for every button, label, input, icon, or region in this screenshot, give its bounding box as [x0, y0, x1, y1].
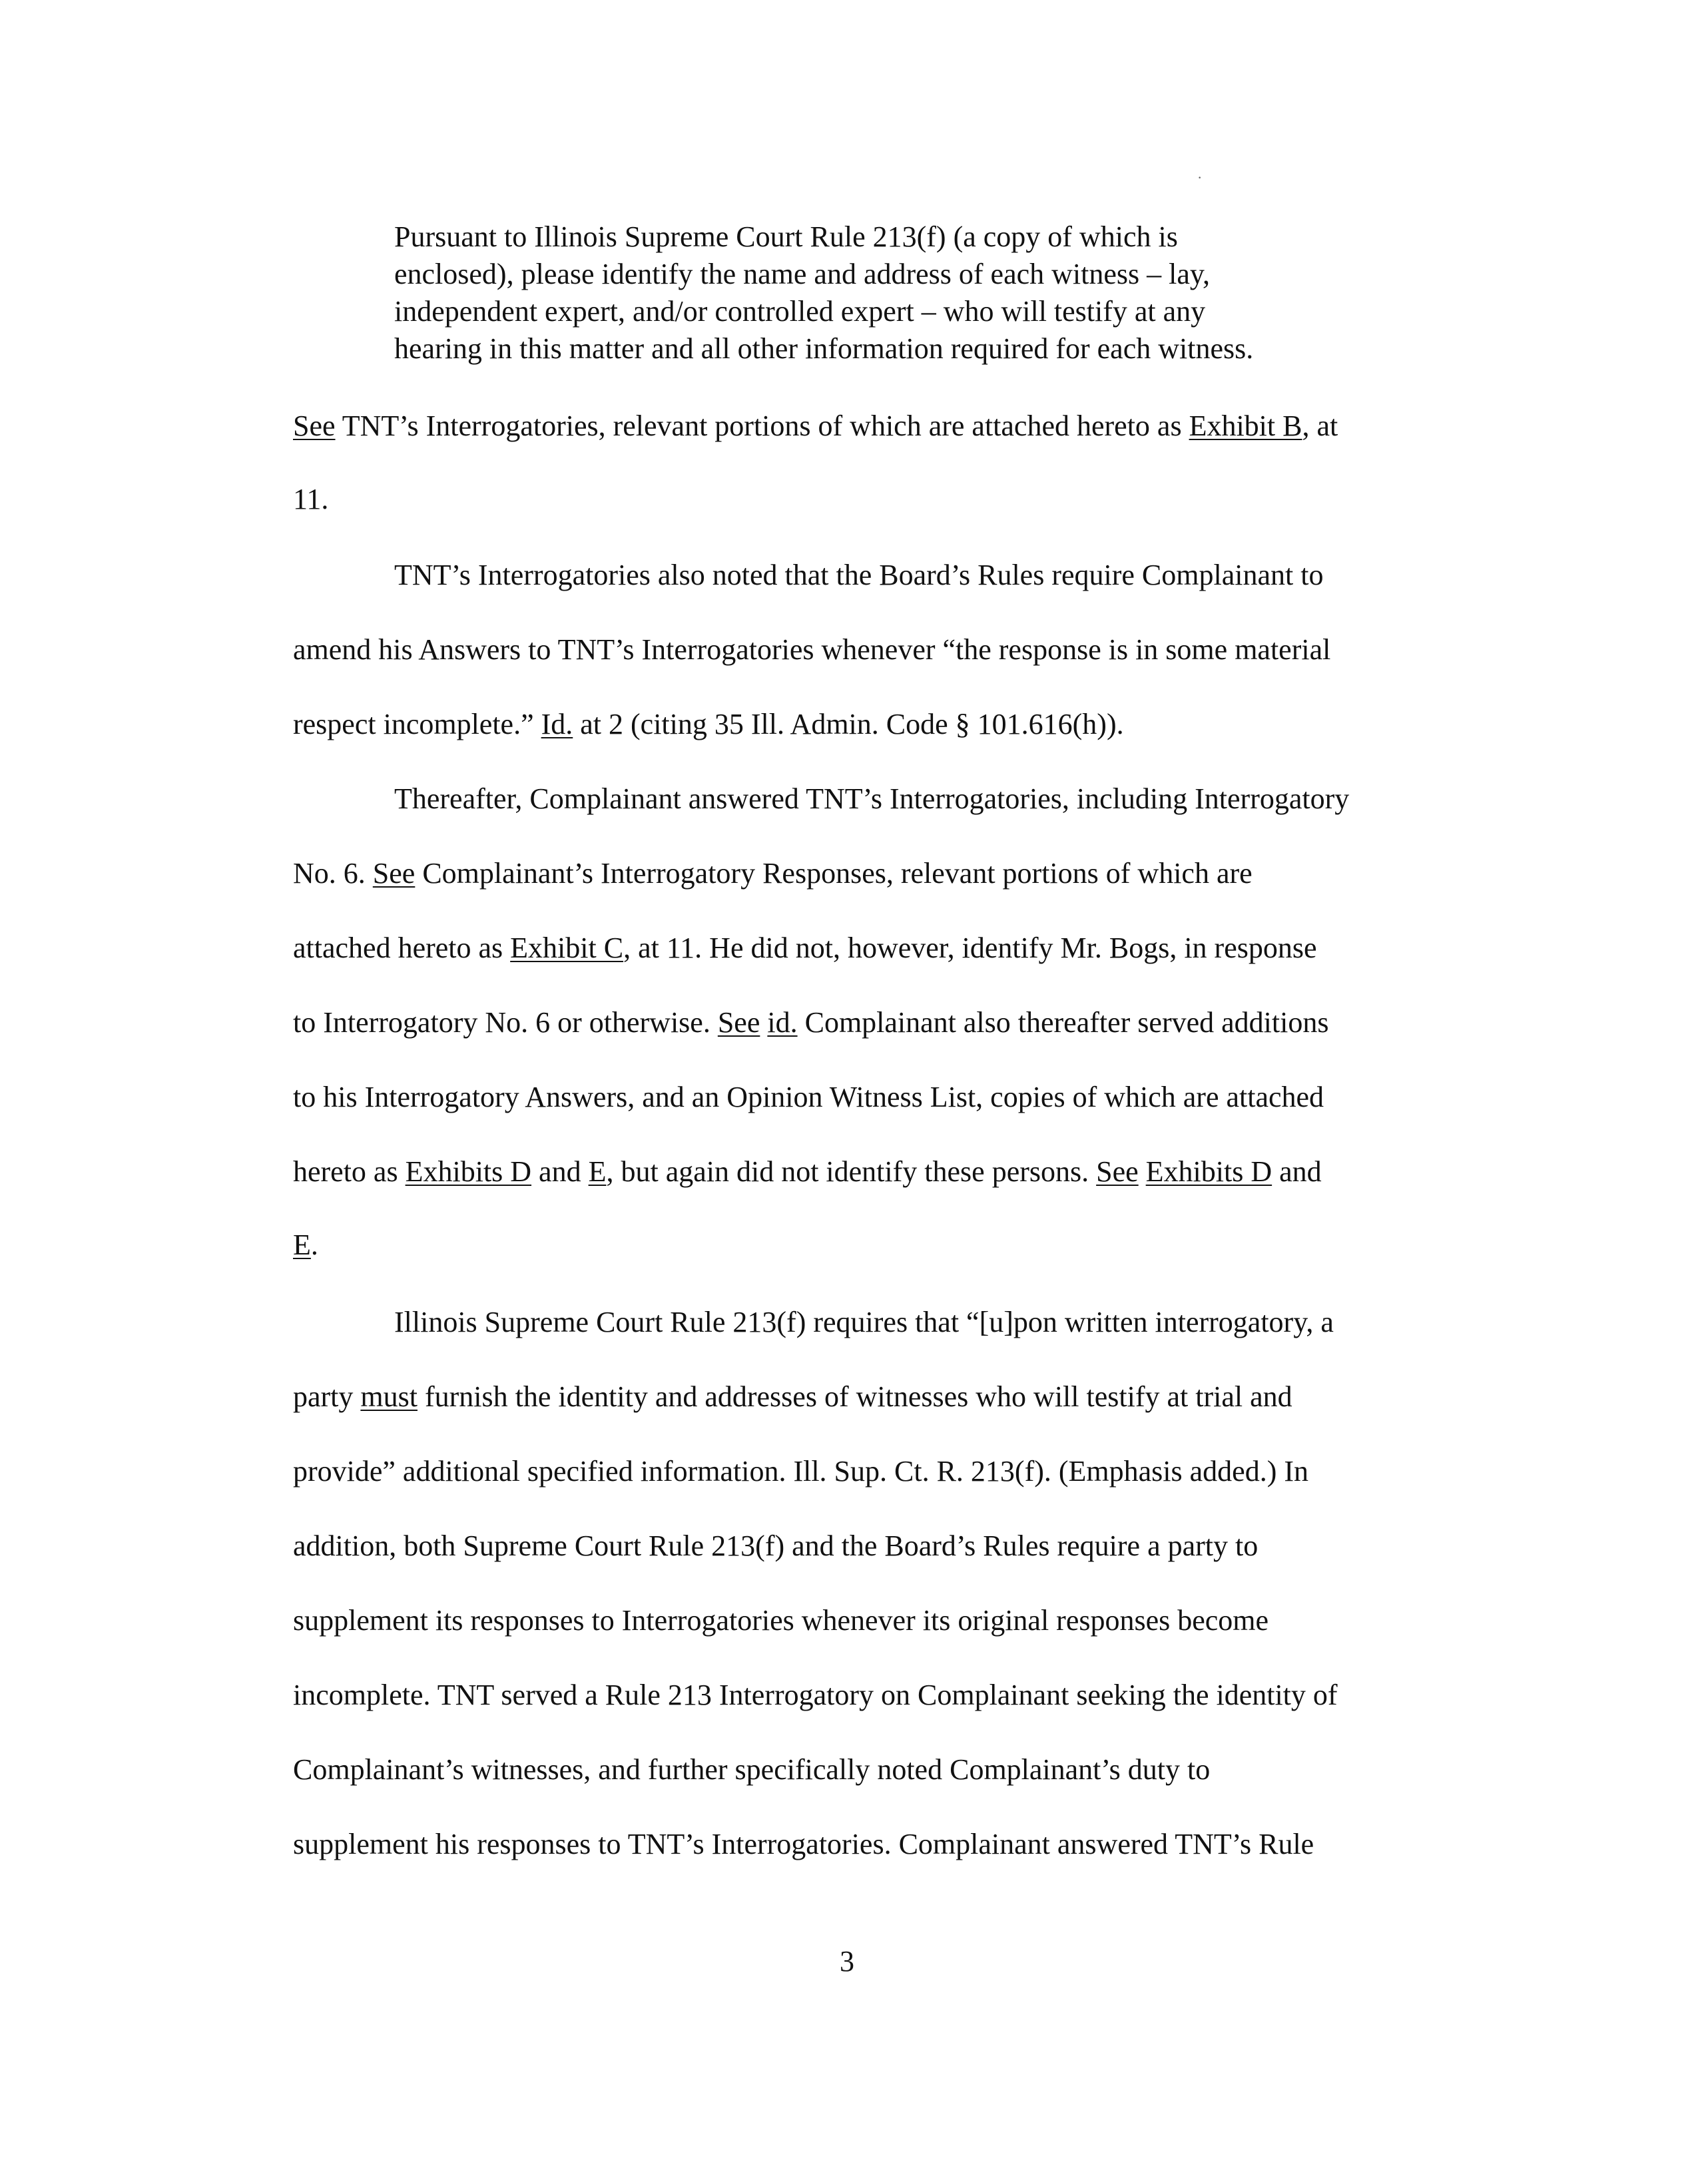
citation-signal: See [293, 410, 336, 442]
body-line: addition, both Supreme Court Rule 213(f) and the Board’s Rules require a party to [293, 1529, 1259, 1562]
body-line: party must furnish the identity and addresses of witnesses who will testify at trial and [293, 1380, 1292, 1413]
body-line: hereto as Exhibits D and E, but again did not identify these persons. See Exhibits D and [293, 1155, 1322, 1188]
body-line: No. 6. See Complainant’s Interrogatory Responses, relevant portions of which are [293, 857, 1253, 890]
citation-signal: Id. [541, 708, 573, 740]
quote-line: independent expert, and/or controlled expert – who will testify at any [394, 295, 1206, 328]
body-line: Complainant’s witnesses, and further specifically noted Complainant’s duty to [293, 1753, 1211, 1786]
citation-signal: id. [767, 1006, 798, 1039]
body-line: to Interrogatory No. 6 or otherwise. See id. Complainant also thereafter served additions [293, 1006, 1329, 1039]
quote-line: Pursuant to Illinois Supreme Court Rule 213(f) (a copy of which is [394, 220, 1178, 253]
body-line: 11. [293, 483, 329, 515]
exhibit-reference: E [588, 1155, 607, 1188]
body-line: respect incomplete.” Id. at 2 (citing 35 Ill. Admin. Code § 101.616(h)). [293, 708, 1124, 740]
body-line: amend his Answers to TNT’s Interrogatories whenever “the response is in some material [293, 633, 1331, 666]
body-line: to his Interrogatory Answers, and an Opinion Witness List, copies of which are attached [293, 1081, 1324, 1113]
body-line: incomplete. TNT served a Rule 213 Interrogatory on Complainant seeking the identity of [293, 1679, 1338, 1711]
body-line: See TNT’s Interrogatories, relevant portions of which are attached hereto as Exhibit B, at [293, 410, 1338, 442]
exhibit-reference: Exhibit B [1189, 410, 1302, 442]
exhibit-reference: Exhibit C [510, 932, 624, 964]
citation-signal: See [372, 857, 416, 890]
body-line: attached hereto as Exhibit C, at 11. He did not, however, identify Mr. Bogs, in response [293, 932, 1317, 964]
citation-signal: See [1096, 1155, 1139, 1188]
body-line: TNT’s Interrogatories also noted that the Board’s Rules require Complainant to [394, 559, 1324, 591]
exhibit-reference: Exhibits D [1145, 1155, 1272, 1188]
citation-signal: See [717, 1006, 760, 1039]
quote-line: hearing in this matter and all other information required for each witness. [394, 332, 1254, 365]
block-quote [394, 218, 1420, 368]
body-line: provide” additional specified information. Ill. Sup. Ct. R. 213(f). (Emphasis added.) In [293, 1455, 1309, 1488]
exhibit-reference: Exhibits D [405, 1155, 532, 1188]
body-line: E. [293, 1228, 318, 1261]
body-line: supplement its responses to Interrogatories whenever its original responses become [293, 1604, 1269, 1637]
body-line: Thereafter, Complainant answered TNT’s Interrogatories, including Interrogatory [394, 782, 1350, 815]
body-line: supplement his responses to TNT’s Interrogatories. Complainant answered TNT’s Rule [293, 1828, 1314, 1860]
exhibit-reference: E [293, 1228, 311, 1261]
scan-artifact: · [1197, 169, 1203, 186]
emphasis-word: must [360, 1380, 418, 1413]
page-number: 3 [840, 1945, 854, 1978]
quote-line: enclosed), please identify the name and address of each witness – lay, [394, 258, 1211, 290]
body-line: Illinois Supreme Court Rule 213(f) requires that “[u]pon written interrogatory, a [394, 1306, 1334, 1338]
